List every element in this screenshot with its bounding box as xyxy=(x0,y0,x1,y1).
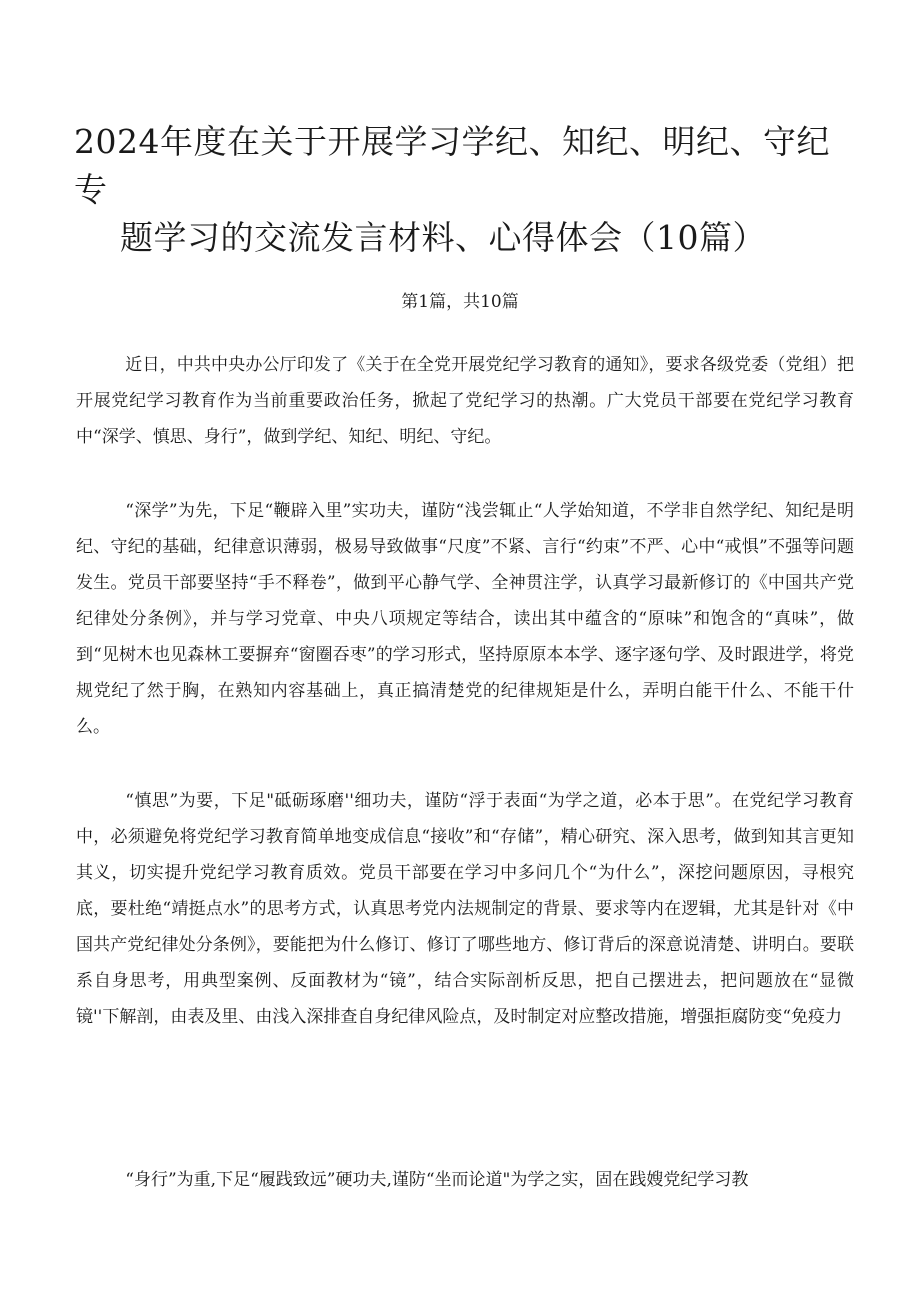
article-counter: 第1篇，共10篇 xyxy=(401,292,519,312)
title-line-1: 2024年度在关于开展学习学纪、知纪、明纪、守纪专 xyxy=(74,122,830,209)
body-paragraph: “慎思”为要，下足"砥砺琢磨''细功夫，谨防“浮于表面“为学之道，必本于思”。在党纪学习教育中，必须避免将党纪学习教育简单地变成信息“接收”和“存储”，精心研究、深入思考，做到知其言更知其义，切实提升党纪学习教育质效。党员干部要在学习中多问几个“为什么”，深挖问题原因，寻根究底，要杜绝“靖挺点水”的思考方式，认真思考党内法规制定的背景、要求等内在逻辑，尤其是针对《中国共产党纪律处分条例》，要能把为什么修订、修订了哪些地方、修订背后的深意说清楚、讲明白。要联系自身思考，用典型案例、反面教材为“镜”，结合实际剖析反思，把自己摆进去，把问题放在“显微镜''下解剖，由表及里、由浅入深排查自身纪律风险点，及时制定对应整改措施，增强拒腐防变“免疫力 xyxy=(76,791,854,1027)
body-paragraph: 近日，中共中央办公厅印发了《关于在全党开展党纪学习教育的通知》，要求各级党委（党组）把开展党纪学习教育作为当前重要政治任务，掀起了党纪学习的热潮。广大党员干部要在党纪学习教育中“深学、慎思、身行”，做到学纪、知纪、明纪、守纪。 xyxy=(76,355,854,447)
document-title xyxy=(74,118,854,262)
body-paragraph: “深学”为先，下足“鞭辟入里”实功夫，谨防“浅尝辄止“人学始知道，不学非自然学纪、知纪是明纪、守纪的基础，纪律意识薄弱，极易导致做事“尺度”不紧、言行“约束”不严、心中“戒惧”不强等问题发生。党员干部要坚持“手不释卷”，做到平心静气学、全神贯注学，认真学习最新修订的《中国共产党纪律处分条例》，并与学习党章、中央八项规定等结合，读出其中蕴含的“原味”和饱含的“真味”，做到“见树木也见森林工要摒弃“窗圈吞枣”的学习形式，坚持原原本本学、逐字逐句学、及时跟进学，将党规党纪了然于胸，在熟知内容基础上，真正搞清楚党的纪律规矩是什么，弄明白能干什么、不能干什么。 xyxy=(76,501,854,737)
body-paragraph: “身行”为重,下足“履践致远”硬功夫,谨防“坐而论道"为学之实，固在践嫂党纪学习教 xyxy=(125,1170,749,1190)
title-line-2: 题学习的交流发言材料、心得体会（10篇） xyxy=(120,218,766,257)
